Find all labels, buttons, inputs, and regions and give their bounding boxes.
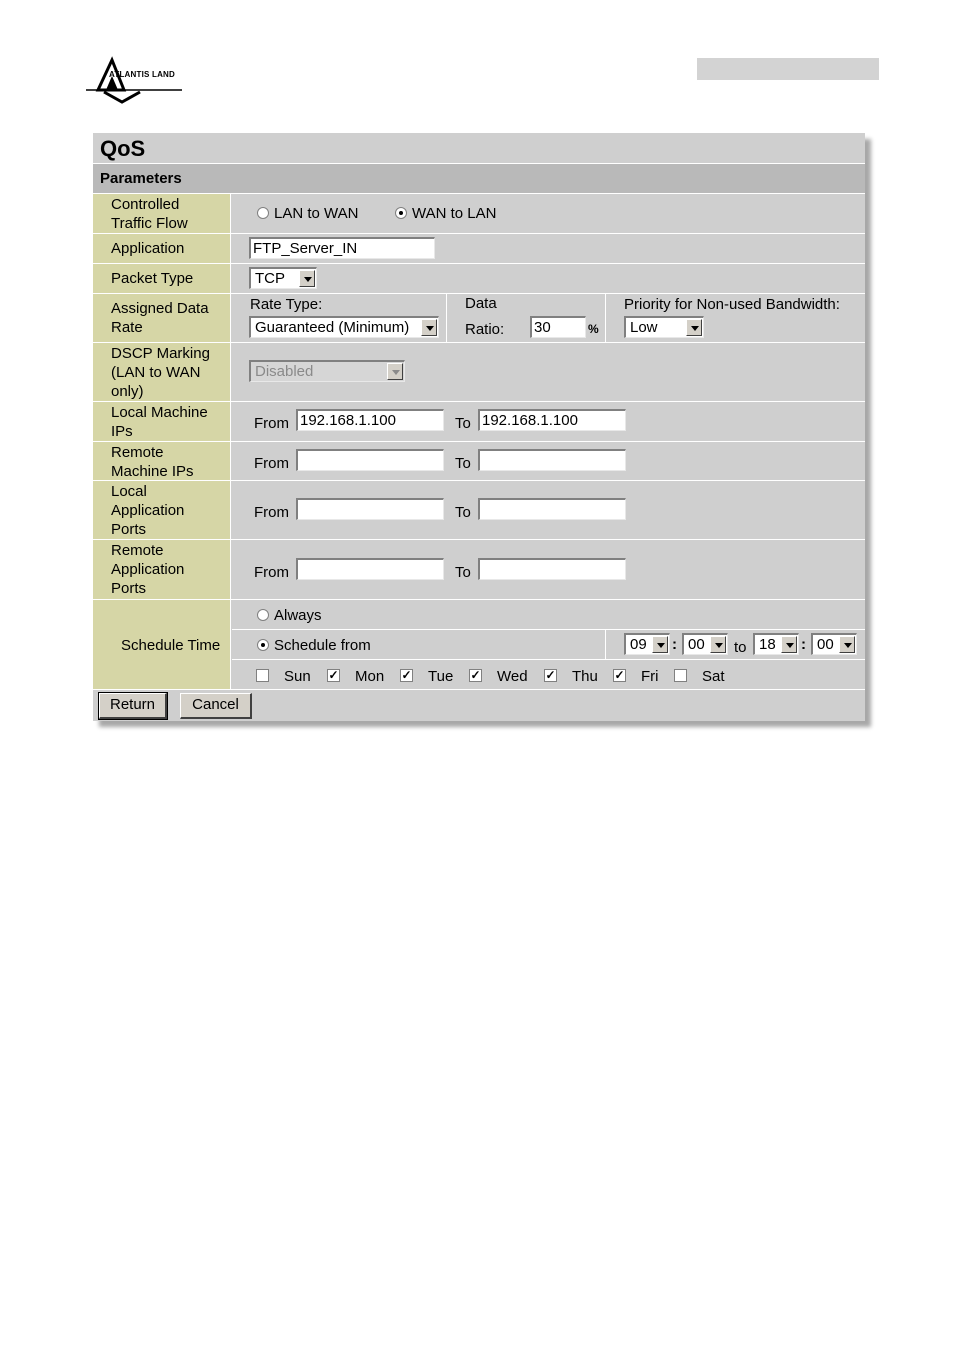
remote-ips-to-input[interactable]: [478, 449, 626, 471]
divider: [232, 629, 865, 630]
lan-to-wan-radio[interactable]: [257, 207, 269, 219]
cancel-button[interactable]: Cancel: [180, 693, 252, 719]
button-row: [93, 690, 865, 721]
row-schedule: [93, 600, 865, 690]
row-data-rate: [93, 294, 865, 343]
end-hour-select[interactable]: [753, 633, 799, 655]
to-label: to: [734, 639, 747, 656]
local-ports-from-label: From: [254, 504, 289, 521]
local-ports-from-input[interactable]: [296, 498, 444, 520]
packet-type-value: TCP: [255, 270, 285, 287]
priority-select[interactable]: [624, 316, 704, 338]
packet-type-select[interactable]: [249, 267, 317, 289]
local-ips-from-label: From: [254, 415, 289, 432]
sat-label: Sat: [702, 668, 725, 685]
local-ports-to-label: To: [455, 504, 471, 521]
chevron-down-icon[interactable]: [781, 636, 797, 653]
packet-type-label: Packet Type: [111, 270, 194, 287]
chevron-down-icon[interactable]: [710, 636, 726, 653]
always-radio[interactable]: [257, 609, 269, 621]
local-ports-label: Local Application Ports: [111, 483, 185, 538]
row-application: [93, 234, 865, 264]
remote-ips-label: Remote Machine IPs: [111, 444, 194, 480]
row-traffic-flow: [93, 194, 865, 234]
dscp-label: DSCP Marking (LAN to WAN only): [111, 345, 210, 400]
dscp-value: Disabled: [255, 363, 314, 380]
fri-checkbox[interactable]: [613, 669, 626, 682]
chevron-down-icon[interactable]: [299, 270, 315, 287]
traffic-flow-label: Controlled Traffic Flow: [111, 196, 188, 232]
ratio-unit: %: [588, 322, 599, 336]
check-icon: ✓: [614, 668, 625, 682]
application-label: Application: [111, 240, 185, 257]
sun-label: Sun: [284, 668, 311, 685]
row-remote-ips: [93, 442, 865, 481]
divider: [605, 294, 606, 342]
data-rate-label: Assigned Data Rate: [111, 300, 209, 336]
page-title: QoS: [100, 136, 146, 161]
remote-ports-label: Remote Application Ports: [111, 542, 185, 597]
wed-checkbox[interactable]: [469, 669, 482, 682]
data-label: Data: [465, 295, 497, 312]
rate-type-label: Rate Type:: [250, 296, 323, 313]
divider: [232, 659, 865, 660]
end-hour-value: 18: [759, 636, 776, 653]
divider: [605, 629, 606, 659]
row-local-ports: [93, 481, 865, 540]
wan-to-lan-label[interactable]: WAN to LAN: [412, 205, 497, 222]
thu-label: Thu: [572, 668, 598, 685]
always-label[interactable]: Always: [274, 607, 322, 624]
local-ips-label: Local Machine IPs: [111, 404, 208, 440]
chevron-down-icon: [387, 363, 403, 380]
schedule-label: Schedule Time: [121, 637, 221, 654]
lan-to-wan-label[interactable]: LAN to WAN: [274, 205, 359, 222]
row-local-ips: [93, 402, 865, 442]
check-icon: ✓: [470, 668, 481, 682]
time-colon: :: [672, 636, 677, 653]
rate-type-select[interactable]: [249, 316, 439, 338]
schedule-from-label[interactable]: Schedule from: [274, 637, 371, 654]
fri-label: Fri: [641, 668, 659, 685]
local-ports-to-input[interactable]: [478, 498, 626, 520]
remote-ips-to-label: To: [455, 455, 471, 472]
start-min-select[interactable]: [682, 633, 728, 655]
section-title: Parameters: [100, 170, 182, 187]
chevron-down-icon[interactable]: [652, 636, 668, 653]
start-min-value: 00: [688, 636, 705, 653]
row-dscp: [93, 343, 865, 402]
mon-checkbox[interactable]: [327, 669, 340, 682]
end-min-value: 00: [817, 636, 834, 653]
atlantis-logo: [84, 56, 184, 104]
row-packet-type: [93, 264, 865, 294]
rate-type-value: Guaranteed (Minimum): [255, 319, 410, 336]
check-icon: ✓: [545, 668, 556, 682]
start-hour-value: 09: [630, 636, 647, 653]
wan-to-lan-radio[interactable]: [395, 207, 407, 219]
check-icon: ✓: [401, 668, 412, 682]
check-icon: ✓: [328, 668, 339, 682]
remote-ports-from-input[interactable]: [296, 558, 444, 580]
wed-label: Wed: [497, 668, 528, 685]
local-ips-from-input[interactable]: 192.168.1.100: [296, 409, 444, 431]
remote-ips-from-input[interactable]: [296, 449, 444, 471]
section-header: [93, 164, 865, 194]
remote-ports-to-label: To: [455, 564, 471, 581]
panel-title-bar: [93, 133, 865, 164]
priority-label: Priority for Non-used Bandwidth:: [624, 296, 840, 313]
chevron-down-icon[interactable]: [839, 636, 855, 653]
tue-label: Tue: [428, 668, 454, 685]
sat-checkbox[interactable]: [674, 669, 687, 682]
priority-value: Low: [630, 319, 658, 336]
chevron-down-icon[interactable]: [686, 319, 702, 336]
schedule-from-radio[interactable]: [257, 639, 269, 651]
local-ips-to-label: To: [455, 415, 471, 432]
start-hour-select[interactable]: [624, 633, 670, 655]
mon-label: Mon: [355, 668, 385, 685]
divider: [446, 294, 447, 342]
dscp-select: [249, 360, 405, 382]
chevron-down-icon[interactable]: [421, 319, 437, 336]
time-colon: :: [801, 636, 806, 653]
row-remote-ports: [93, 540, 865, 600]
return-button[interactable]: Return: [99, 693, 167, 719]
header-bar: [697, 58, 879, 80]
application-input[interactable]: FTP_Server_IN: [249, 237, 435, 259]
ratio-input[interactable]: 30: [530, 316, 586, 338]
local-ips-to-input[interactable]: 192.168.1.100: [478, 409, 626, 431]
ratio-label: Ratio:: [465, 321, 505, 338]
remote-ports-from-label: From: [254, 564, 289, 581]
remote-ports-to-input[interactable]: [478, 558, 626, 580]
remote-ips-from-label: From: [254, 455, 289, 472]
end-min-select[interactable]: [811, 633, 857, 655]
logo-text: ATLANTIS LAND: [109, 70, 175, 79]
qos-panel: [93, 133, 865, 721]
tue-checkbox[interactable]: [400, 669, 413, 682]
sun-checkbox[interactable]: [256, 669, 269, 682]
thu-checkbox[interactable]: [544, 669, 557, 682]
